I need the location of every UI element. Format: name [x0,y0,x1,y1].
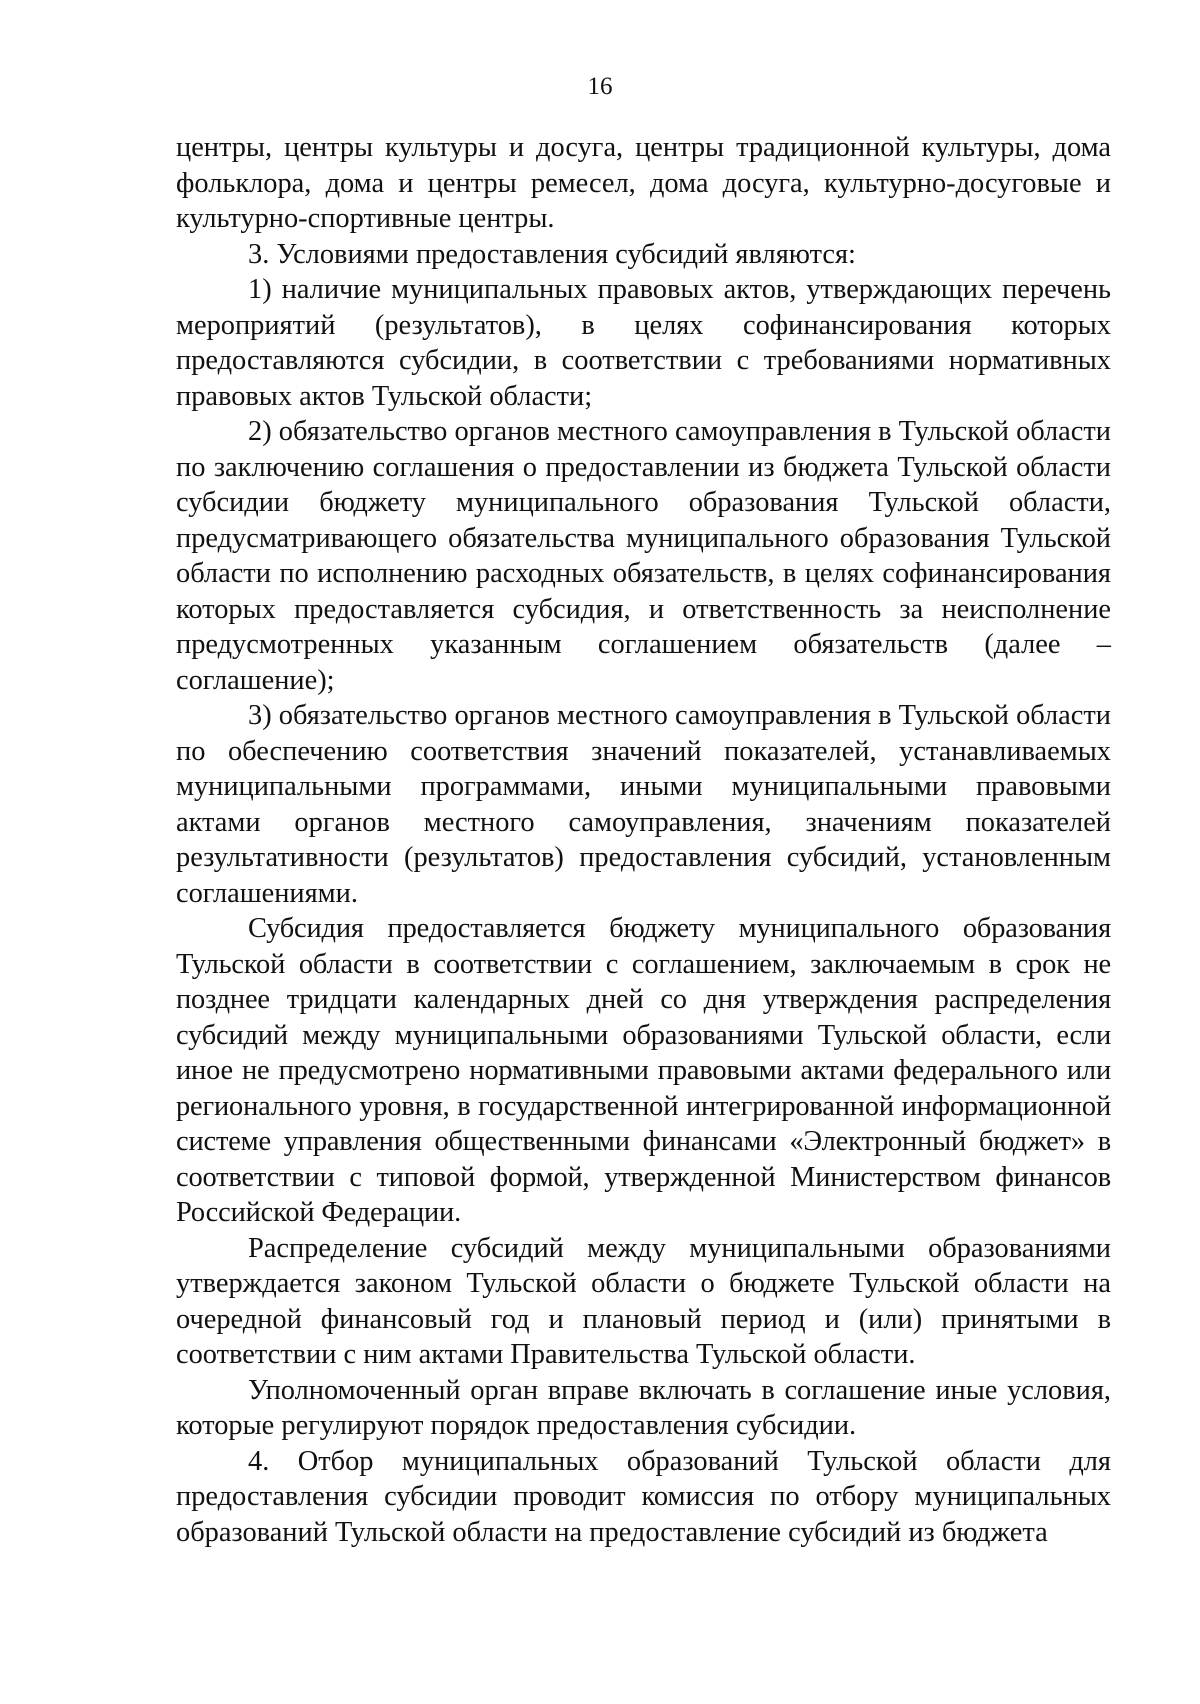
paragraph-condition-2: 2) обязательство органов местного самоуправления в Тульской области по заключению соглашения о предоставлении из бюджета Тульской области субсидии бюджету муниципального образования Тульской области, предусматривающего обязательства муниципального образования Тульской области по исполнению расходных обязательств, в целях софинансирования которых предоставляется субсидия, и ответственность за неисполнение предусмотренных указанным соглашением обязательств (далее – соглашение); [176,416,1111,696]
paragraph-condition-3: 3) обязательство органов местного самоуправления в Тульской области по обеспечению соответствия значений показателей, устанавливаемых муниципальными программами, иными муниципальными правовыми актами органов местного самоуправления, значениям показателей результативности (результатов) предоставления субсидий, установленным соглашениями. [176,700,1111,909]
paragraph-subsidy-distribution: Распределение субсидий между муниципальными образованиями утверждается законом Тульской области о бюджете Тульской области на очередной финансовый год и плановый период и (или) принятыми в соответствии с ним актами Правительства Тульской области. [176,1232,1111,1370]
page-number: 16 [587,73,613,100]
paragraph-section-3-heading: 3. Условиями предоставления субсидий являются: [248,238,856,270]
document-body [176,130,1111,1550]
paragraph-centers-list: центры, центры культуры и досуга, центры традиционной культуры, дома фольклора, дома и центры ремесел, дома досуга, культурно-досуговые и культурно-спортивные центры. [176,132,1111,234]
paragraph-condition-1: 1) наличие муниципальных правовых актов, утверждающих перечень мероприятий (результатов), в целях софинансирования которых предоставляются субсидии, в соответствии с требованиями нормативных правовых актов Тульской области; [176,274,1111,412]
paragraph-section-4-selection: 4. Отбор муниципальных образований Тульской области для предоставления субсидии проводит комиссия по отбору муниципальных образований Тульской области на предоставление субсидий из бюджета [176,1445,1111,1548]
paragraph-authorized-body: Уполномоченный орган вправе включать в соглашение иные условия, которые регулируют порядок предоставления субсидии. [176,1374,1111,1441]
paragraph-subsidy-agreement: Субсидия предоставляется бюджету муниципального образования Тульской области в соответствии с соглашением, заключаемым в срок не позднее тридцати календарных дней со дня утверждения распределения субсидий между муниципальными образованиями Тульской области, если иное не предусмотрено нормативными правовыми актами федерального или регионального уровня, в государственной интегрированной информационной системе управления общественными финансами «Электронный бюджет» в соответствии с типовой формой, утвержденной Министерством финансов Российской Федерации. [176,913,1111,1228]
